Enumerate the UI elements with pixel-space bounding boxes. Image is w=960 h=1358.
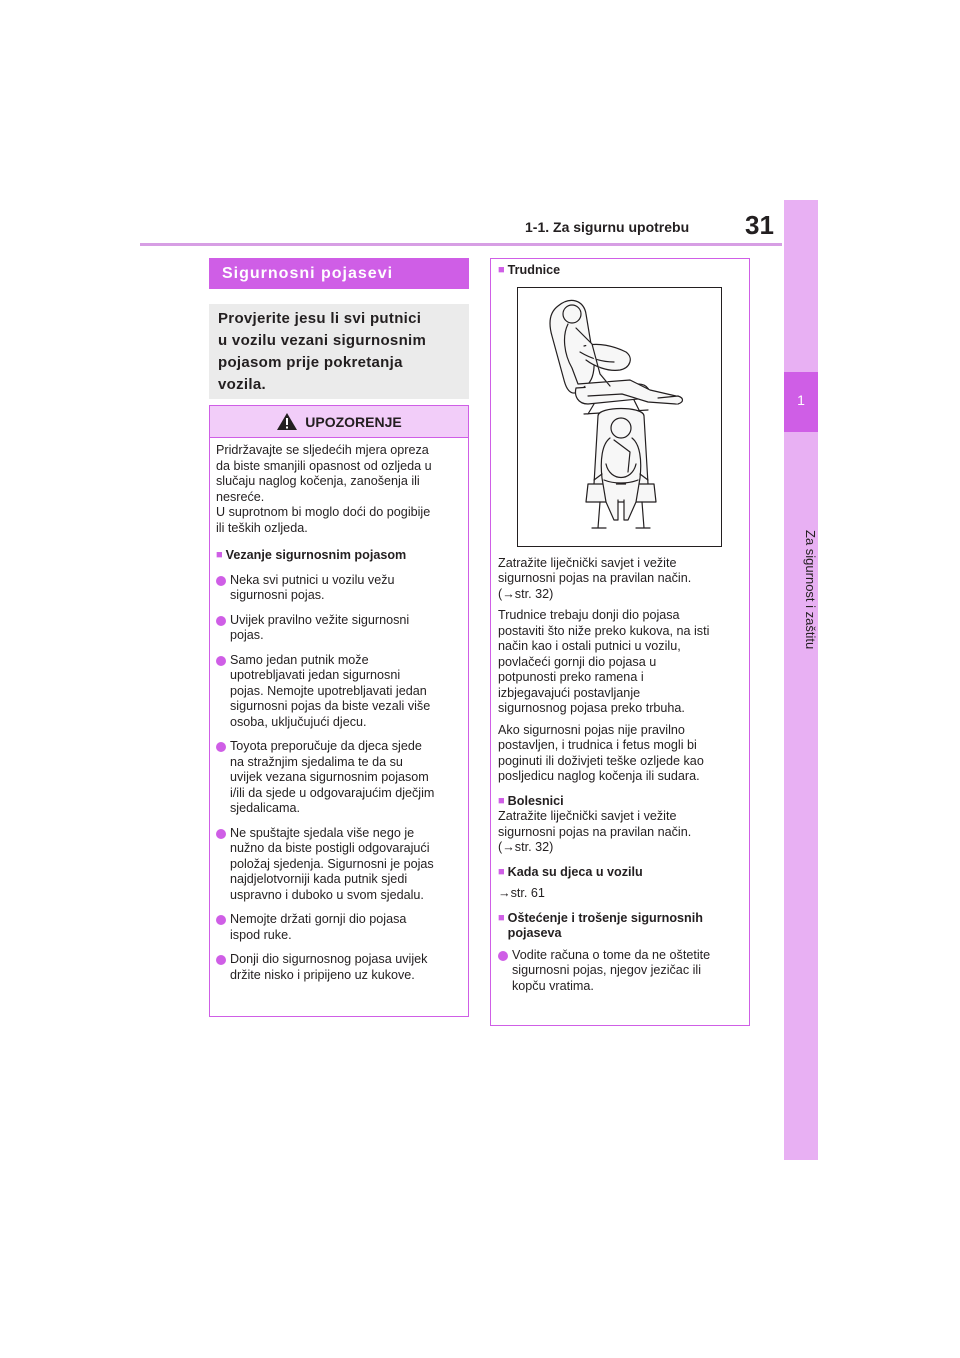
text-line: Toyota preporučuje da djeca sjede	[230, 739, 422, 753]
text-line: Vodite računa o tome da ne oštetite	[512, 947, 711, 962]
intro-box	[209, 304, 469, 399]
subhead-bolesnici	[498, 794, 743, 810]
text-line: kopču vratima.	[512, 978, 594, 993]
intro-line: vozila.	[218, 376, 266, 393]
subhead-trudnice	[498, 263, 743, 279]
list-item	[216, 739, 462, 817]
square-bullet-icon: ■	[216, 549, 223, 561]
text-line: U suprotnom bi moglo doći do pogibije	[216, 505, 431, 519]
text-line: osoba, uključujući djecu.	[230, 714, 367, 729]
text-line: Zatražite liječnički savjet i vežite	[498, 809, 677, 823]
square-bullet-icon: ■	[498, 794, 505, 807]
bullet-dot-icon	[216, 955, 226, 965]
list-item	[216, 613, 462, 644]
text-line: posljedicu naglog kočenja ili sudara.	[498, 769, 700, 783]
square-bullet-icon: ■	[498, 865, 505, 878]
text-line: pojas.	[230, 628, 264, 642]
warning-intro	[216, 443, 462, 536]
warning-subhead	[216, 548, 462, 564]
paragraph	[498, 608, 743, 717]
pregnant-woman-illustration	[518, 288, 721, 546]
subhead-djeca	[498, 865, 743, 881]
text-line: pojas. Nemojte upotrebljavati jedan	[230, 683, 427, 698]
text-line: Uvijek pravilno vežite sigurnosni	[230, 612, 410, 627]
intro-line: Provjerite jesu li svi putnici	[218, 310, 422, 327]
list-item	[498, 948, 743, 995]
text-line: položaj sjedenja. Sigurnosni je pojas	[230, 856, 434, 871]
text-line: uspravno i duboko u svom sjedalu.	[230, 887, 424, 902]
warning-triangle-icon	[276, 412, 298, 431]
text-line: i/ili da sjede u odgovarajućim dječjim	[230, 785, 435, 800]
text-line: potpunosti preko ramena i	[498, 670, 644, 684]
text-line: povlačeći gornji dio pojasa u	[498, 654, 657, 669]
header-rule	[140, 243, 782, 246]
paragraph	[498, 556, 743, 603]
text-line: najdjelotvorniji kada putnik sjedi	[230, 872, 408, 886]
square-bullet-icon: ■	[498, 911, 505, 924]
chapter-label: Za sigurnost i zaštitu	[803, 530, 818, 650]
warning-box	[209, 405, 469, 1017]
text-line: sjedalicama.	[230, 801, 300, 815]
text-line: Trudnice trebaju donji dio pojasa	[498, 608, 680, 622]
bullet-dot-icon	[216, 656, 226, 666]
list-item	[216, 952, 462, 983]
text-line: slučaju naglog kočenja, zanošenja ili	[216, 474, 420, 488]
text-line: Pridržavajte se sljedećih mjera opreza	[216, 443, 429, 457]
subhead-text: Kada su djeca u vozilu	[507, 864, 643, 879]
paragraph	[498, 809, 743, 856]
bullet-dot-icon	[216, 616, 226, 626]
list-item	[216, 573, 462, 604]
text-line: Neka svi putnici u vozilu vežu	[230, 572, 395, 587]
text-line: poginuti ili doživjeti teške ozljede kao	[498, 753, 704, 768]
text-line: Samo jedan putnik može	[230, 652, 369, 667]
text-line: ispod ruke.	[230, 927, 292, 942]
text-line: na stražnjim sjedalima te da su	[230, 754, 403, 769]
text-line: sigurnosnog pojasa preko trbuha.	[498, 701, 685, 715]
section-heading: Sigurnosni pojasevi	[209, 258, 469, 289]
text-line: Ne spuštajte sjedala više nego je	[230, 825, 415, 840]
subhead-text: pojaseva	[507, 926, 562, 940]
list-item	[216, 653, 462, 731]
subhead-text: Bolesnici	[507, 793, 564, 808]
paragraph	[498, 723, 743, 785]
warning-header	[210, 406, 468, 438]
subhead-ostecenje	[498, 911, 743, 942]
subhead-text: Trudnice	[507, 263, 561, 277]
text-line: Zatražite liječnički savjet i vežite	[498, 555, 677, 570]
section-title: 1-1. Za sigurnu upotrebu	[525, 219, 690, 235]
list-item	[216, 912, 462, 943]
page-reference[interactable]: (→str. 32)	[498, 586, 554, 601]
bullet-dot-icon	[216, 576, 226, 586]
text-line: upotrebljavati jedan sigurnosni	[230, 668, 401, 682]
text-line: uvijek vezana sigurnosnim pojasom	[230, 770, 429, 784]
page-number: 31	[745, 210, 774, 240]
warning-title: UPOZORENJE	[305, 413, 402, 430]
subhead-text: Vezanje sigurnosnim pojasom	[225, 548, 407, 562]
intro-line: pojasom prije pokretanja	[218, 354, 403, 371]
text-line: Donji dio sigurnosnog pojasa uvijek	[230, 952, 428, 966]
bullet-dot-icon	[216, 915, 226, 925]
intro-line: u vozilu vezani sigurnosnim	[218, 332, 427, 349]
text-line: način kao i ostali putnici u vozilu,	[498, 639, 681, 653]
list-item	[216, 826, 462, 904]
subhead-text: Oštećenje i trošenje sigurnosnih	[507, 910, 703, 925]
text-line: Nemojte držati gornji dio pojasa	[230, 912, 407, 926]
chapter-number: 1	[797, 392, 805, 408]
text-line: sigurnosni pojas na pravilan način.	[498, 824, 692, 839]
text-line: Ako sigurnosni pojas nije pravilno	[498, 722, 685, 737]
text-line: izbjegavajući postavljanje	[498, 685, 641, 700]
text-line: sigurnosni pojas, njegov jezičac ili	[512, 963, 702, 977]
pregnant-seatbelt-illustration	[517, 287, 722, 547]
text-line: da biste smanjili opasnost od ozljeda u	[216, 458, 432, 473]
text-line: držite nisko i pripijeno uz kukove.	[230, 967, 415, 982]
text-line: sigurnosni pojas da biste vezali više	[230, 699, 431, 713]
bullet-dot-icon	[216, 829, 226, 839]
text-line: nesreće.	[216, 489, 265, 504]
bullet-dot-icon	[498, 951, 508, 961]
text-line: ili teških ozljeda.	[216, 520, 308, 535]
bullet-dot-icon	[216, 742, 226, 752]
square-bullet-icon: ■	[498, 264, 505, 276]
page-reference[interactable]: →str. 61	[498, 886, 545, 900]
info-box	[490, 258, 750, 1026]
text-line: nužno da biste postigli odgovarajući	[230, 841, 430, 855]
text-line: sigurnosni pojas.	[230, 588, 325, 602]
text-line: sigurnosni pojas na pravilan način.	[498, 571, 692, 585]
text-line: postaviti što niže preko kukova, na isti	[498, 623, 710, 638]
text-line: postavljen, i trudnica i fetus mogli bi	[498, 738, 697, 752]
page-reference[interactable]: (→str. 32)	[498, 840, 554, 854]
